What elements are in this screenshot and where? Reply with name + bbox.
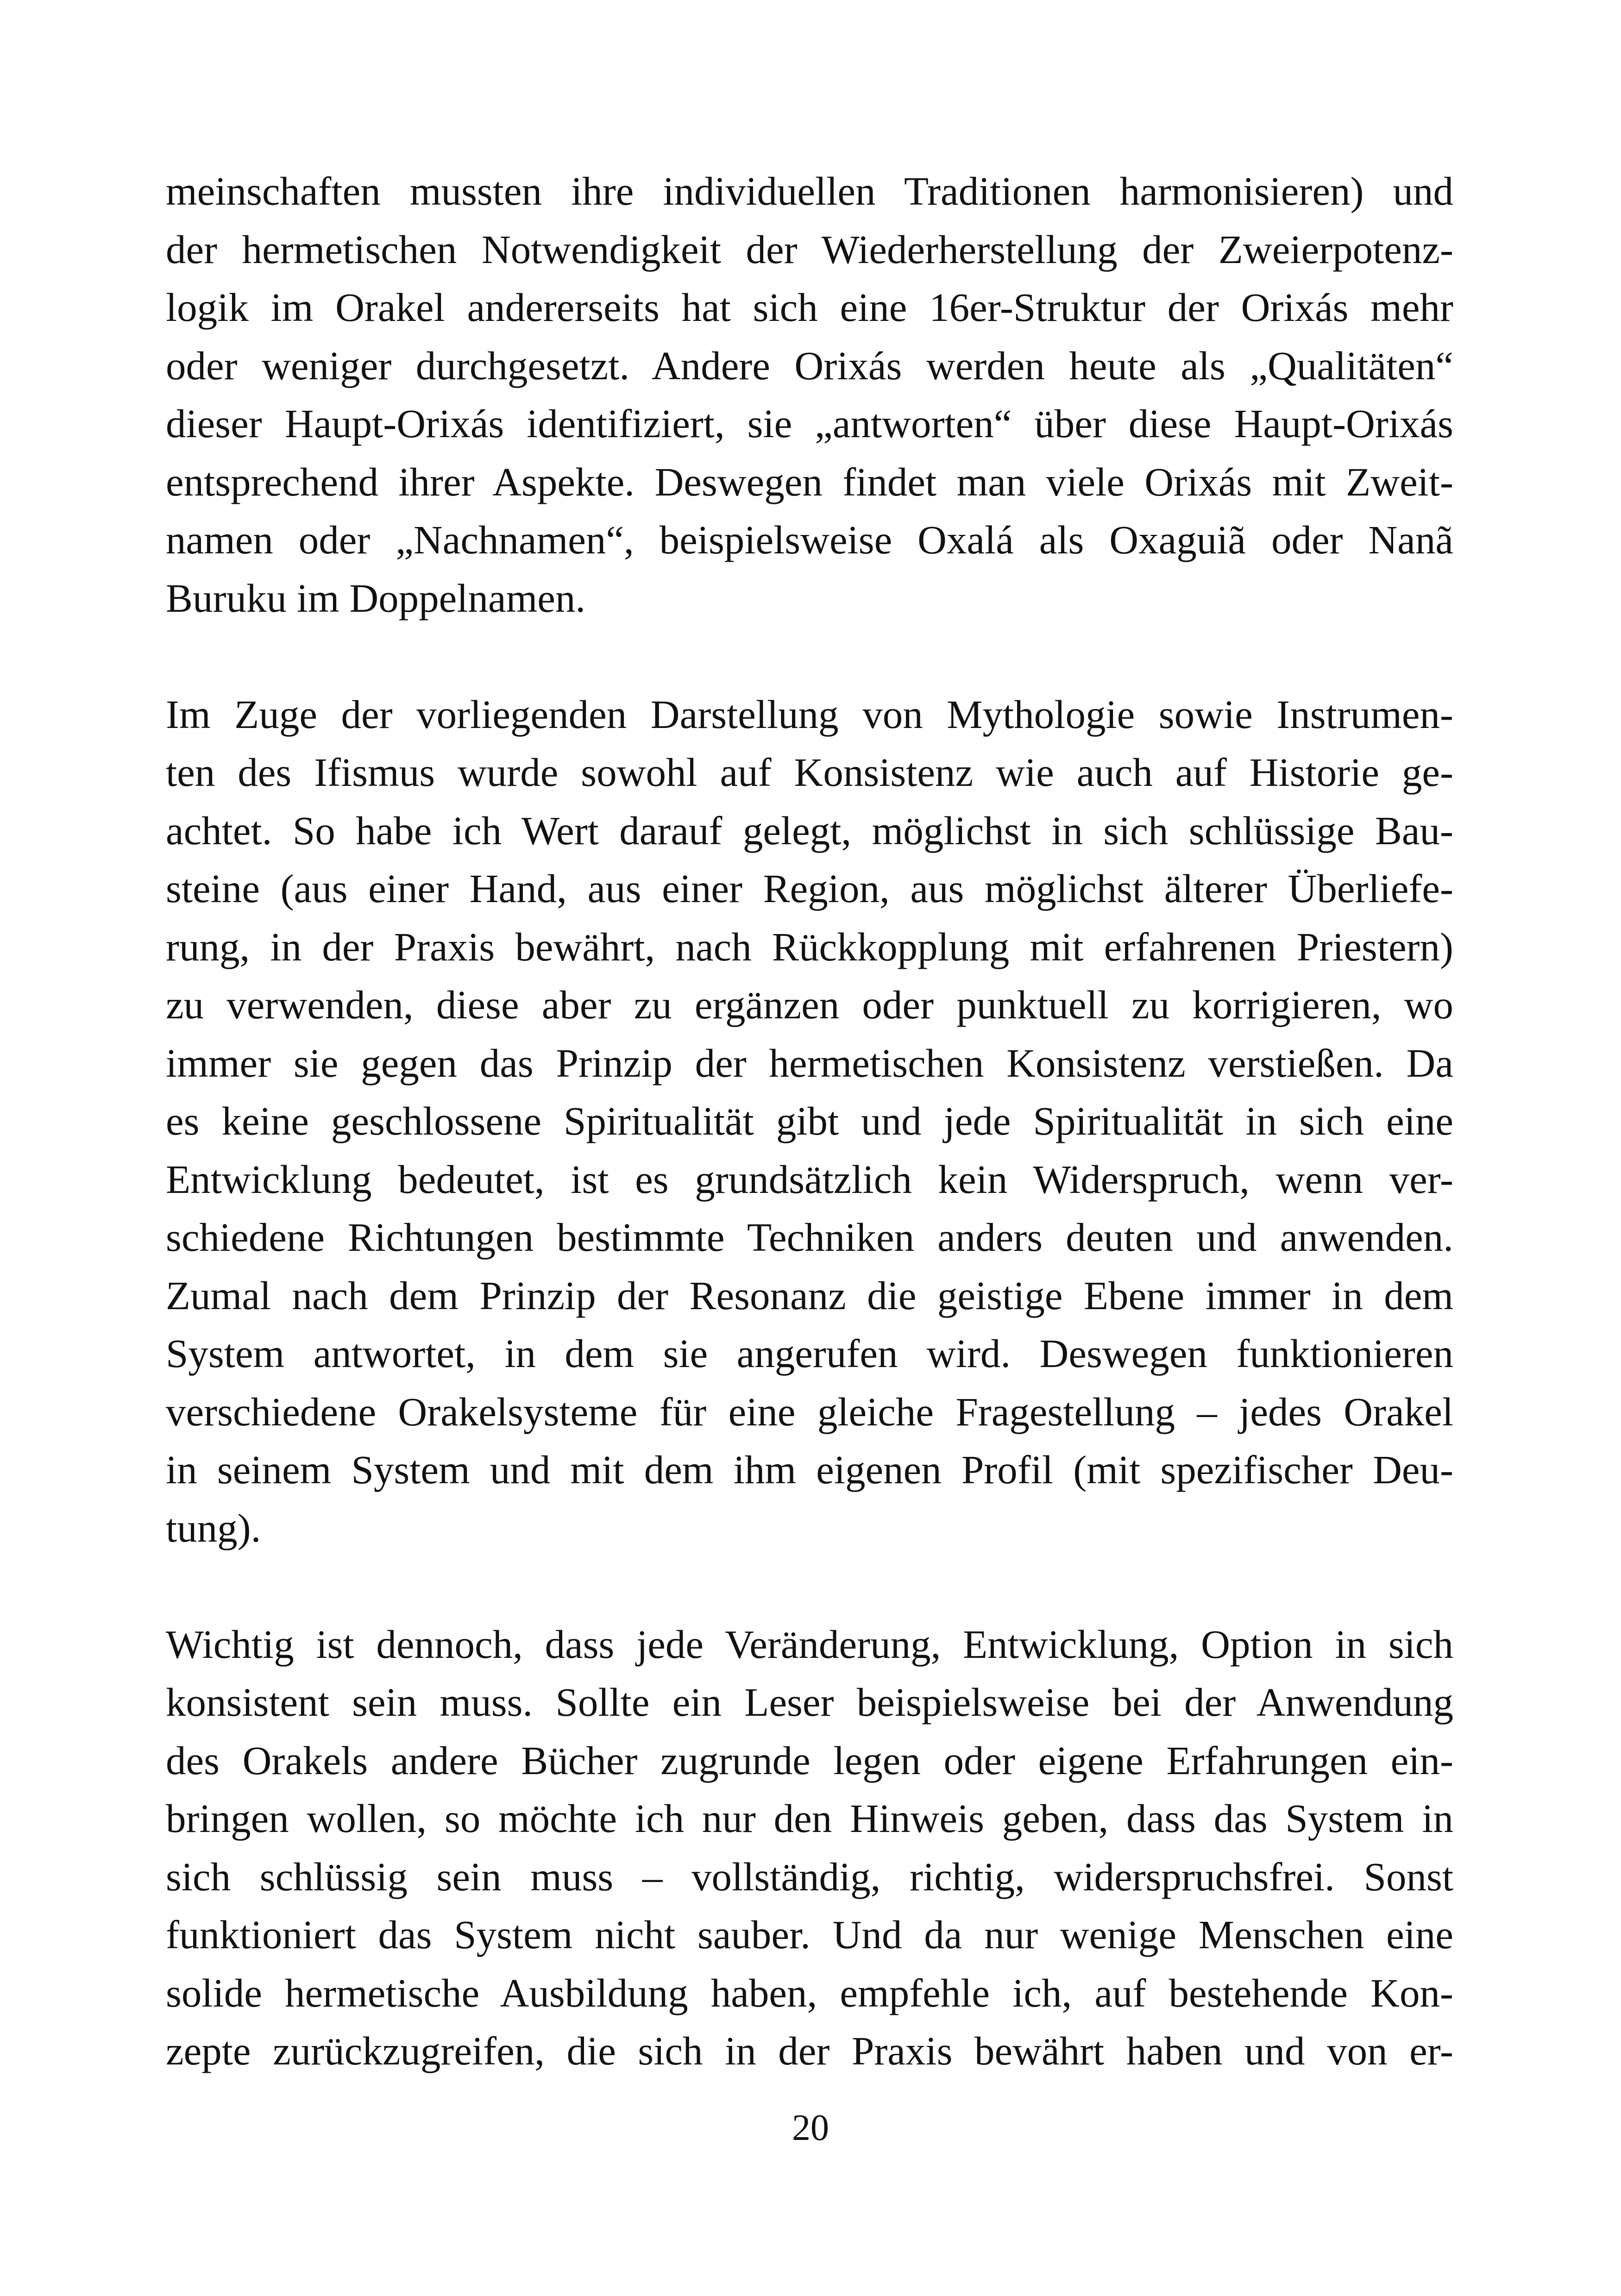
text-line: sich schlüssig sein muss – vollständig, richtig, widerspruchsfrei. Sonst [166,1854,1453,1899]
text-line: zu verwenden, diese aber zu ergänzen oder punktuell zu korrigieren, wo [166,982,1453,1027]
text-line: namen oder „Nachnamen“, beispielsweise Oxalá als Oxaguiã oder Nanã [166,517,1453,562]
text-line: dieser Haupt-Orixás identifiziert, sie „antworten“ über diese Haupt-Orixás [166,401,1453,446]
paragraph-spacer [166,1557,1453,1615]
text-line: schiedene Richtungen bestimmte Techniken anders deuten und anwenden. [166,1215,1453,1260]
text-line: verschiedene Orakelsysteme für eine gleiche Fragestellung – jedes Orakel [166,1389,1453,1434]
text-line: Zumal nach dem Prinzip der Resonanz die geistige Ebene immer in dem [166,1273,1453,1318]
text-line: System antwortet, in dem sie angerufen wird. Deswegen funktionieren [166,1331,1453,1376]
text-line: der hermetischen Notwendigkeit der Wiederherstellung der Zweierpotenz- [166,226,1453,272]
text-line: Wichtig ist dennoch, dass jede Veränderung, Entwicklung, Option in sich [166,1621,1453,1667]
page-number: 20 [792,2108,829,2148]
paragraph-3 [166,1615,1453,2080]
text-line: es keine geschlossene Spiritualität gibt und jede Spiritualität in sich eine [166,1098,1453,1143]
text-line: Im Zuge der vorliegenden Darstellung von Mythologie sowie Instrumen- [166,691,1453,737]
text-line: in seinem System und mit dem ihm eigenen Profil (mit spezifischer Deu- [166,1447,1453,1492]
text-line: des Orakels andere Bücher zugrunde legen oder eigene Erfahrungen ein- [166,1738,1453,1783]
text-line: entsprechend ihrer Aspekte. Deswegen findet man viele Orixás mit Zweit- [166,459,1453,504]
text-line: zepte zurückzugreifen, die sich in der Praxis bewährt haben und von er- [166,2028,1453,2073]
text-line: meinschaften mussten ihre individuellen Traditionen harmonisieren) und [166,169,1453,213]
text-line: konsistent sein muss. Sollte ein Leser beispielsweise bei der Anwendung [166,1680,1453,1725]
text-line: ten des Ifismus wurde sowohl auf Konsistenz wie auch auf Historie ge- [166,750,1453,795]
text-line: oder weniger durchgesetzt. Andere Orixás werden heute als „Qualitäten“ [166,343,1453,388]
text-line: Entwicklung bedeutet, ist es grundsätzlich kein Widerspruch, wenn ver- [166,1156,1453,1202]
text-line: Buruku im Doppelnamen. [166,575,586,621]
text-line: solide hermetische Ausbildung haben, empfehle ich, auf bestehende Kon- [166,1970,1453,2015]
body-text [166,162,1453,2080]
text-line: logik im Orakel andererseits hat sich eine 16er-Struktur der Orixás mehr [166,285,1453,330]
text-line: achtet. So habe ich Wert darauf gelegt, möglichst in sich schlüssige Bau- [166,808,1453,853]
paragraph-spacer [166,627,1453,685]
text-line: bringen wollen, so möchte ich nur den Hinweis geben, dass das System in [166,1796,1453,1841]
text-line: steine (aus einer Hand, aus einer Region, aus möglichst älterer Überliefe- [166,866,1453,911]
text-line: tung). [166,1505,261,1550]
paragraph-2 [166,685,1453,1557]
text-line: funktioniert das System nicht sauber. Und da nur wenige Menschen eine [166,1912,1453,1957]
text-line: rung, in der Praxis bewährt, nach Rückkopplung mit erfahrenen Priestern) [166,924,1453,969]
paragraph-1 [166,162,1453,627]
text-line: immer sie gegen das Prinzip der hermetischen Konsistenz verstießen. Da [166,1040,1453,1085]
